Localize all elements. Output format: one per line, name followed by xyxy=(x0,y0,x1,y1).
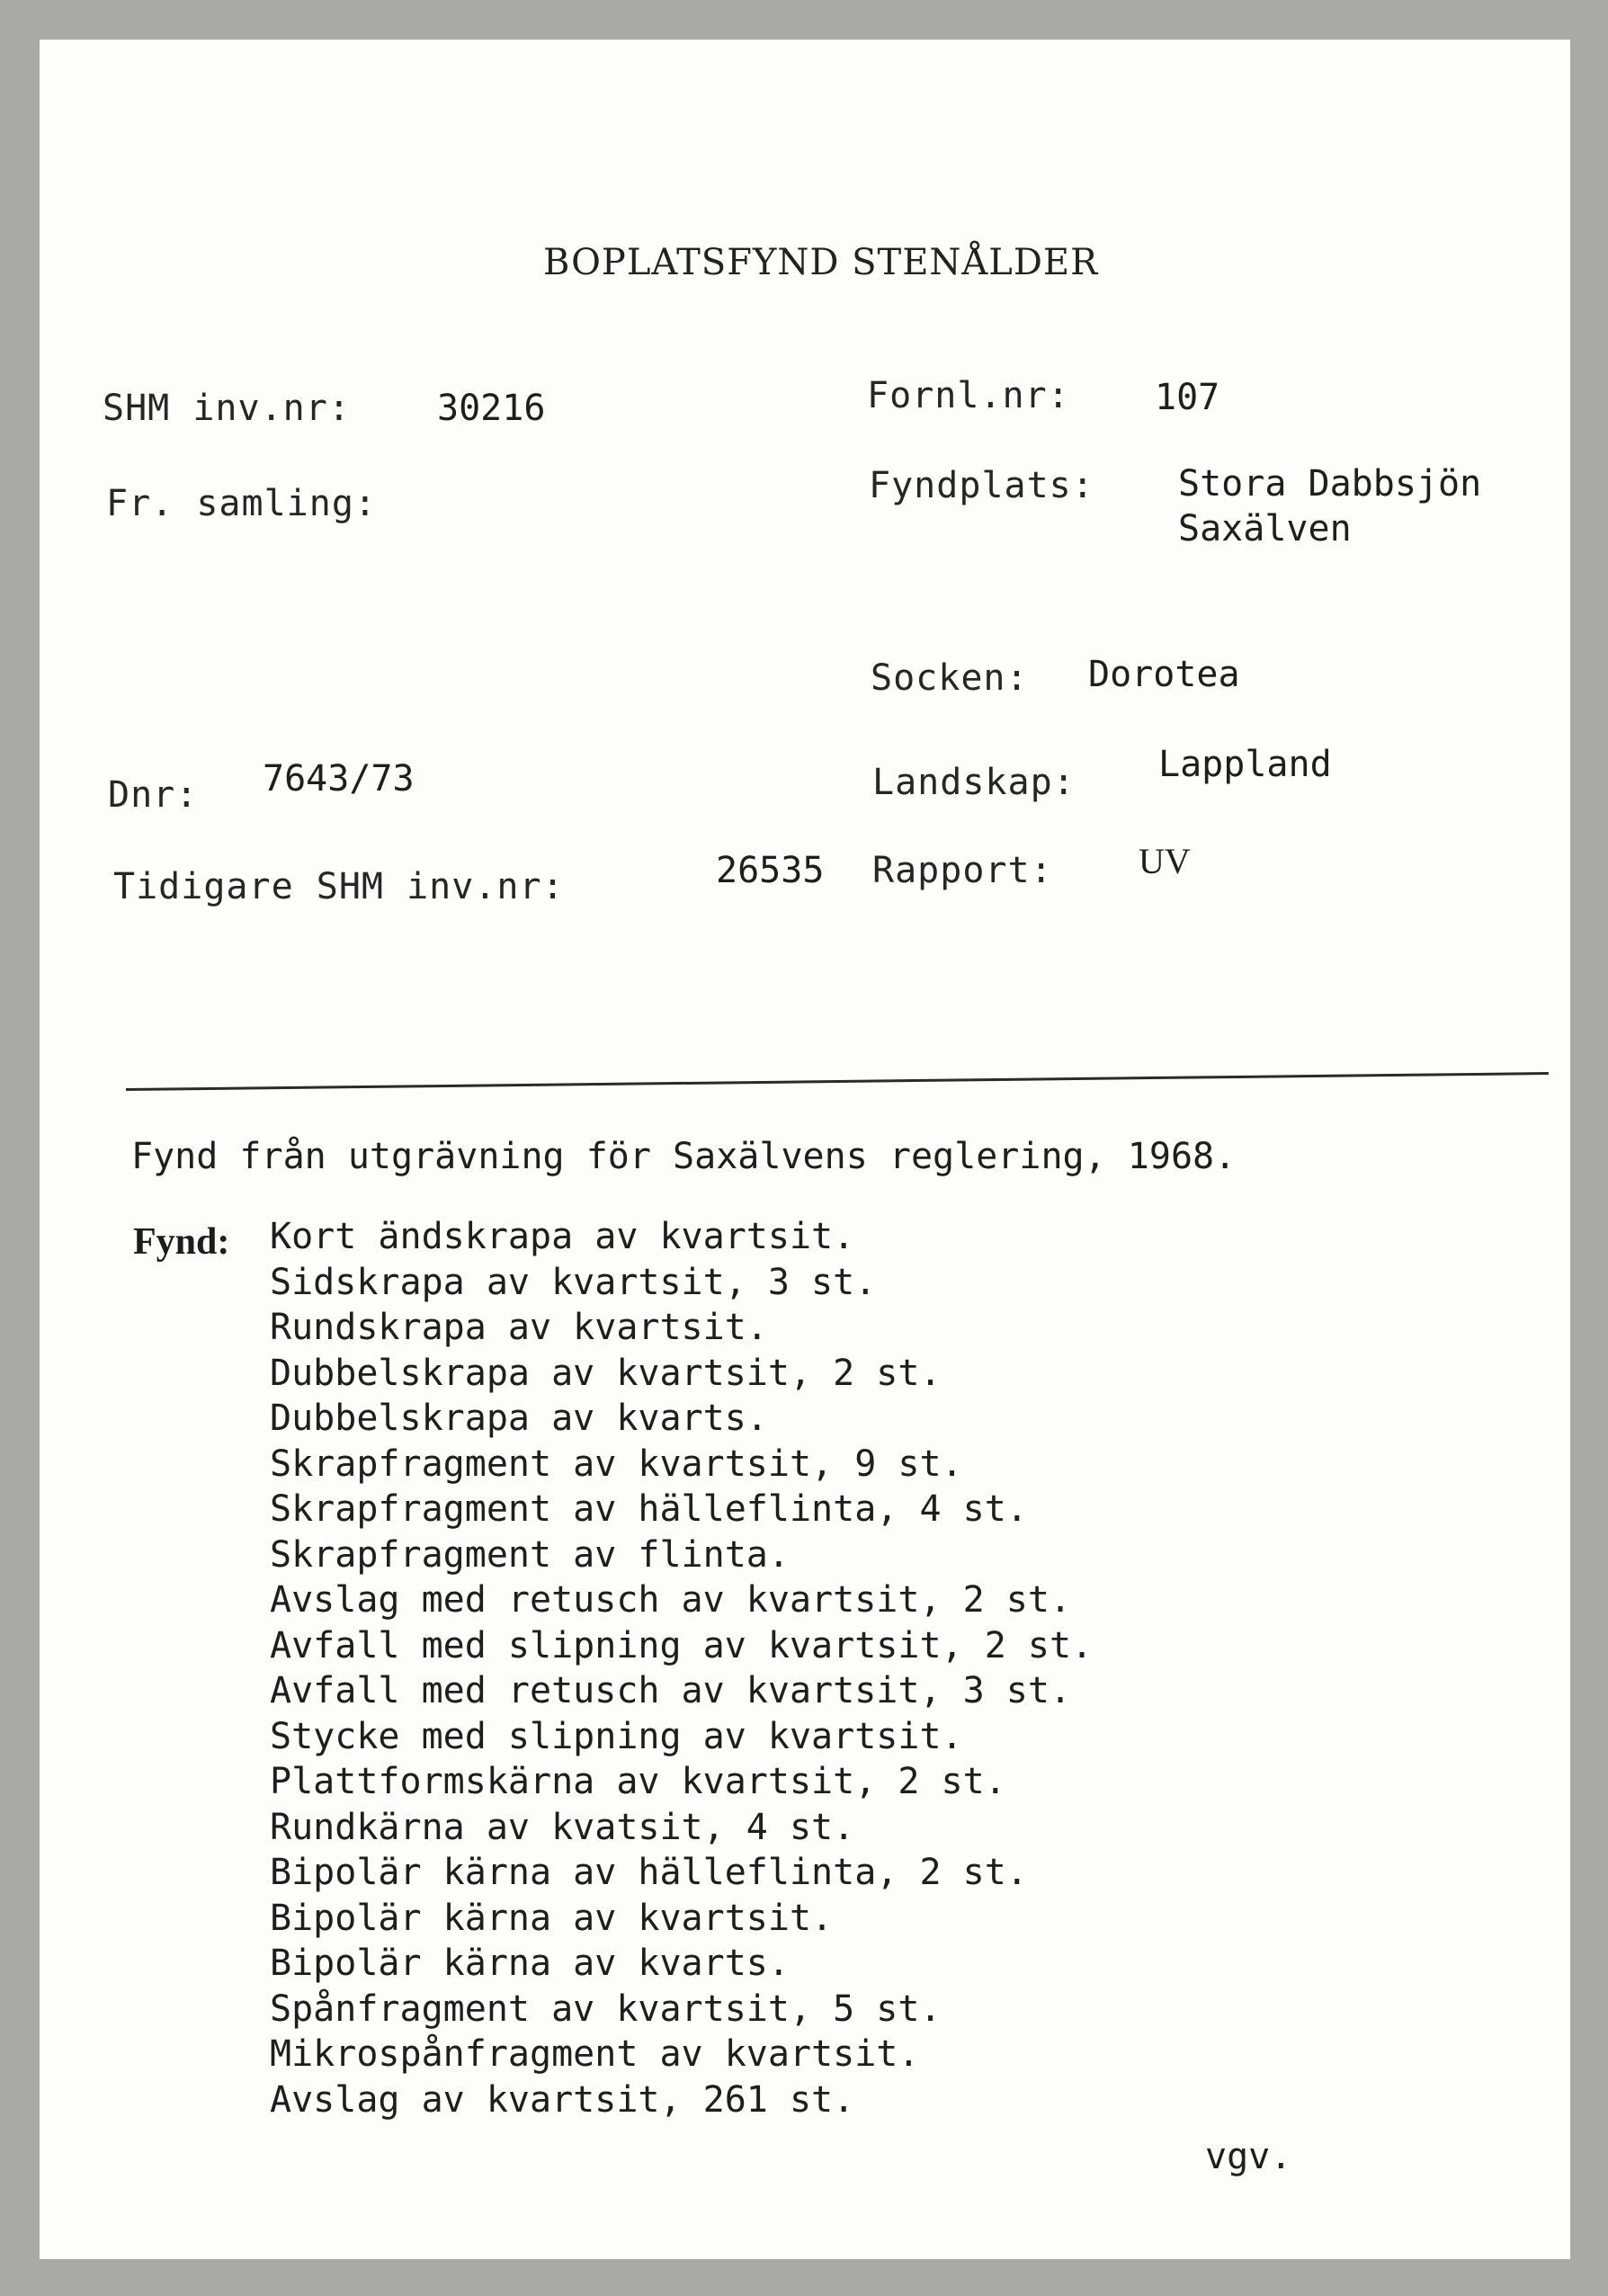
list-item: Avslag med retusch av kvartsit, 2 st. xyxy=(270,1579,1072,1621)
rapport-value: UV xyxy=(1139,841,1191,881)
fyndplats-value-2: Saxälven xyxy=(1178,508,1352,549)
socken-value: Dorotea xyxy=(1088,654,1240,695)
list-item: Skrapfragment av hälleflinta, 4 st. xyxy=(270,1488,1028,1530)
list-item: Bipolär kärna av hälleflinta, 2 st. xyxy=(270,1852,1028,1893)
shm-inv-label: SHM inv.nr: xyxy=(103,388,351,429)
footer-note: vgv. xyxy=(1205,2136,1292,2177)
list-item: Avfall med retusch av kvartsit, 3 st. xyxy=(270,1670,1072,1711)
list-item: Dubbelskrapa av kvartsit, 2 st. xyxy=(270,1352,942,1394)
dnr-label: Dnr: xyxy=(108,774,199,816)
list-item: Bipolär kärna av kvarts. xyxy=(270,1943,790,1984)
catalog-card xyxy=(40,40,1570,2259)
list-item: Avslag av kvartsit, 261 st. xyxy=(270,2078,855,2121)
list-item: Bipolär kärna av kvartsit. xyxy=(270,1897,834,1939)
list-item: Rundskrapa av kvartsit. xyxy=(270,1307,768,1348)
find-description: Fynd från utgrävning för Saxälvens reglering, 1968. xyxy=(131,1136,1237,1177)
fyndplats-value-1: Stora Dabbsjön xyxy=(1178,463,1482,505)
list-item: Stycke med slipning av kvartsit. xyxy=(270,1715,963,1757)
socken-label: Socken: xyxy=(871,657,1029,699)
list-item: Kort ändskrapa av kvartsit. xyxy=(270,1216,855,1257)
list-item: Mikrospånfragment av kvartsit. xyxy=(270,2033,920,2075)
dnr-value: 7643/73 xyxy=(263,758,415,800)
tidigare-shm-label: Tidigare SHM inv.nr: xyxy=(113,866,565,907)
fynd-list xyxy=(270,1214,1093,2122)
card-title: BOPLATSFYND STENÅLDER xyxy=(543,242,1099,283)
list-item: Skrapfragment av kvartsit, 9 st. xyxy=(270,1443,963,1485)
list-item: Spånfragment av kvartsit, 5 st. xyxy=(270,1988,942,2030)
landskap-label: Landskap: xyxy=(872,762,1076,803)
list-item: Skrapfragment av flinta. xyxy=(270,1533,790,1576)
list-item: Dubbelskrapa av kvarts. xyxy=(270,1398,768,1439)
rapport-label: Rapport: xyxy=(872,850,1053,891)
fornl-label: Fornl.nr: xyxy=(867,375,1070,416)
section-divider xyxy=(126,1072,1549,1091)
list-item: Sidskrapa av kvartsit, 3 st. xyxy=(270,1261,877,1303)
landskap-value: Lappland xyxy=(1158,744,1332,785)
fr-samling-label: Fr. samling: xyxy=(106,483,377,524)
fornl-value: 107 xyxy=(1155,377,1220,418)
list-item: Rundkärna av kvatsit, 4 st. xyxy=(270,1806,855,1848)
list-item: Plattformskärna av kvartsit, 2 st. xyxy=(270,1761,1006,1802)
list-item: Avfall med slipning av kvartsit, 2 st. xyxy=(270,1624,1094,1666)
fynd-label: Fynd: xyxy=(133,1221,230,1263)
shm-inv-value: 30216 xyxy=(437,388,546,429)
tidigare-shm-value: 26535 xyxy=(716,850,825,891)
fyndplats-label: Fyndplats: xyxy=(869,465,1094,506)
